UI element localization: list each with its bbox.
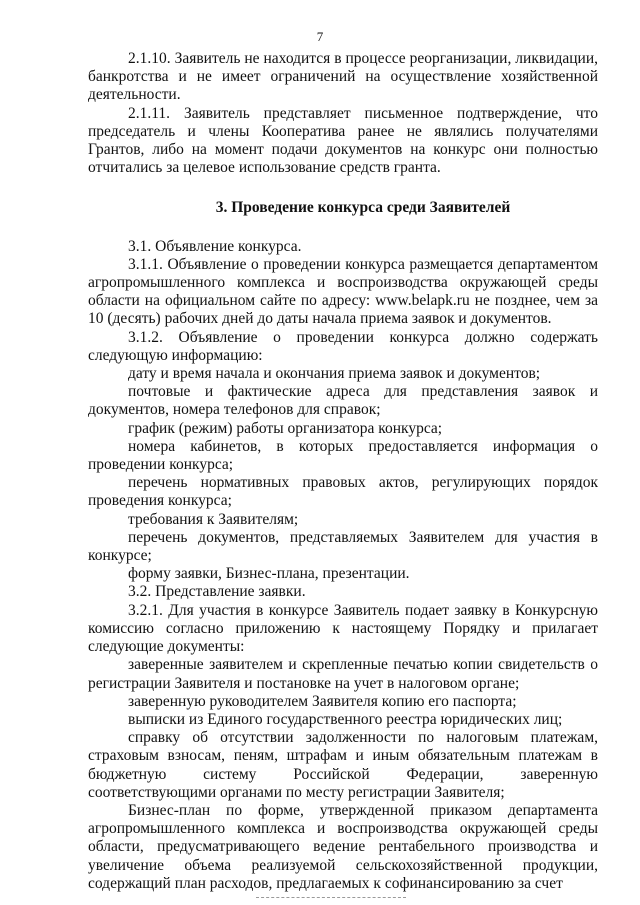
section-title: 3. Проведение конкурса среди Заявителей [215,199,511,217]
paragraph-2-1-10: 2.1.10. Заявитель не находится в процессе реорганизации, ликвидации, банкротства и не имеет ограничений на осуществление хозяйственной деятельности. [88,50,598,104]
page-number: 7 [316,29,324,44]
list-item: форму заявки, Бизнес-плана, презентации. [128,565,410,583]
page-bottom-mark [256,897,406,898]
list-item: график (режим) работы организатора конкурса; [128,419,443,437]
list-item: справку об отсутствии задолженности по налоговым платежам, страховым взносам, пеням, штрафам и иным обязательным платежам в бюджетную систему Российской Федерации, заверенную соответствующими органами по месту регистрации Заявителя; [88,729,598,801]
list-item: перечень документов, представляемых Заявителем для участия в конкурсе; [88,528,598,565]
list-item: заверенные заявителем и скрепленные печатью копии свидетельств о регистрации Заявителя и постановке на учет в налоговом органе; [88,656,598,692]
list-item: требования к Заявителям; [128,510,299,528]
list-item: номера кабинетов, в которых предоставляется информация о проведении конкурса; [88,437,598,474]
paragraph-3-1-1: 3.1.1. Объявление о проведении конкурса размещается департаментом агропромышленного комплекса и воспроизводства окружающей среды области на официальном сайте по адресу: www.belapk.ru не позднее, чем за 10 (десять) рабочих дней до даты начала приема заявок и документов. [88,255,598,328]
document-body [88,50,598,893]
list-item: почтовые и фактические адреса для представления заявок и документов, номера телефонов для справок; [88,383,598,419]
list-item: выписки из Единого государственного реестра юридических лиц; [128,710,563,728]
paragraph-3-1: 3.1. Объявление конкурса. [128,237,302,255]
list-item: перечень нормативных правовых актов, регулирующих порядок проведения конкурса; [88,474,598,510]
paragraph-3-1-2: 3.1.2. Объявление о проведении конкурса должно содержать следующую информацию: [88,328,598,364]
list-item: заверенную руководителем Заявителя копию его паспорта; [128,692,517,710]
paragraph-3-2: 3.2. Представление заявки. [128,583,306,601]
paragraph-3-2-1: 3.2.1. Для участия в конкурсе Заявитель подает заявку в Конкурсную комиссию согласно приложению к настоящему Порядку и прилагает следующие документы: [88,601,598,656]
list-item: Бизнес-план по форме, утвержденной приказом департамента агропромышленного комплекса и воспроизводства окружающей среды области, предусматривающего ведение рентабельного производства и увеличение объема реализуемой сельскохозяйственной продукции, содержащий план расходов, предлагаемых к софинансированию за счет [88,801,598,892]
paragraph-2-1-11: 2.1.11. Заявитель представляет письменное подтверждение, что председатель и члены Кооператива ранее не являлись получателями Грантов, либо на момент подачи документов на конкурс они полностью отчитались за целевое использование средств гранта. [88,104,598,177]
list-item: дату и время начала и окончания приема заявок и документов; [128,365,541,383]
